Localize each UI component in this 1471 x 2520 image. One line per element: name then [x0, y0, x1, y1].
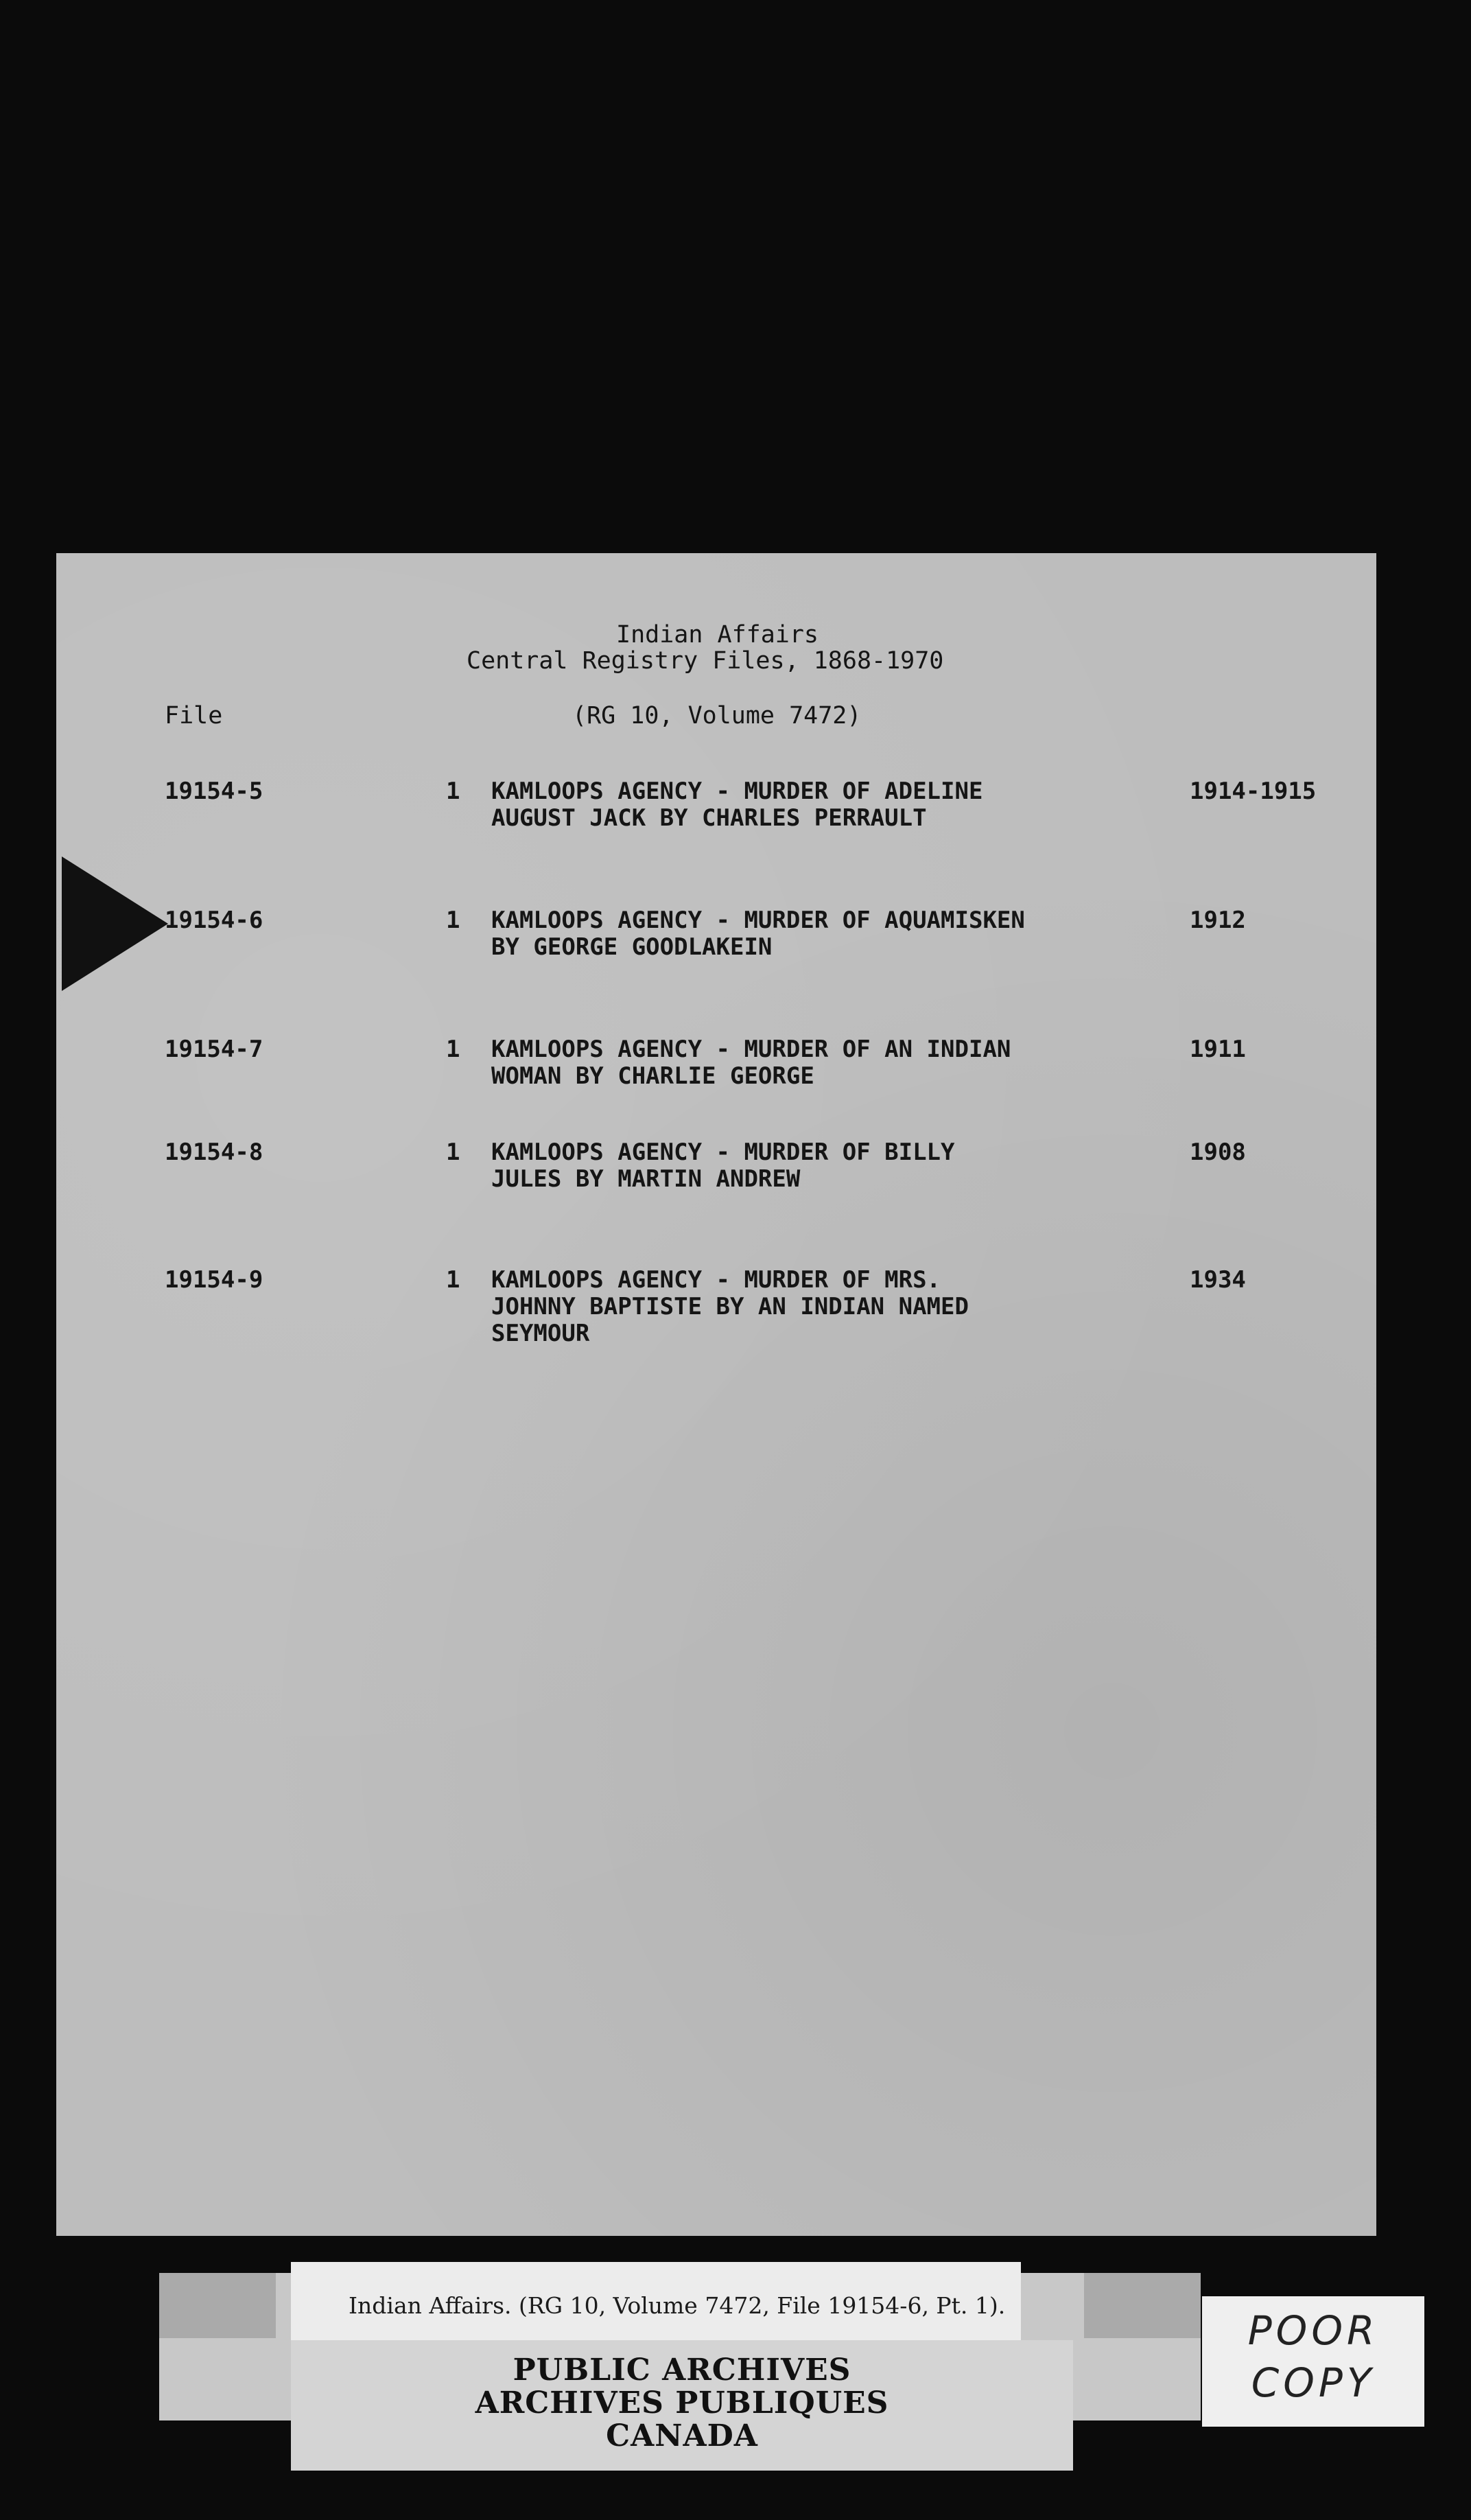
- archives-stamp: [291, 2340, 1073, 2471]
- entry-description-line: JULES BY MARTIN ANDREW: [491, 1165, 801, 1193]
- citation-label: [291, 2262, 1021, 2341]
- file-number: 19154-8: [165, 1139, 263, 1166]
- file-number: 19154-5: [165, 778, 263, 805]
- entry-description-line: KAMLOOPS AGENCY - MURDER OF ADELINE: [491, 778, 983, 805]
- citation-text: Indian Affairs. (RG 10, Volume 7472, File 19154-6, Pt. 1).: [349, 2292, 1006, 2319]
- part-number: 1: [446, 1139, 460, 1166]
- entry-description-line: SEYMOUR: [491, 1320, 590, 1347]
- entry-dates: 1934: [1190, 1266, 1246, 1294]
- entry-dates: 1912: [1190, 907, 1246, 934]
- entry-description-line: JOHNNY BAPTISTE BY AN INDIAN NAMED: [491, 1293, 969, 1320]
- entry-dates: 1911: [1190, 1036, 1246, 1063]
- part-number: 1: [446, 907, 460, 934]
- entry-description-line: WOMAN BY CHARLIE GEORGE: [491, 1062, 814, 1090]
- file-number: 19154-6: [165, 907, 263, 934]
- part-number: 1: [446, 778, 460, 805]
- entry-description-line: KAMLOOPS AGENCY - MURDER OF AN INDIAN: [491, 1036, 1011, 1063]
- part-number: 1: [446, 1266, 460, 1294]
- entry-description-line: KAMLOOPS AGENCY - MURDER OF BILLY: [491, 1139, 955, 1166]
- entry-description-line: AUGUST JACK BY CHARLES PERRAULT: [491, 804, 927, 832]
- poor-copy-note: [1202, 2296, 1424, 2427]
- note-line: POOR: [1247, 2307, 1379, 2354]
- entry-description-line: KAMLOOPS AGENCY - MURDER OF MRS.: [491, 1266, 941, 1294]
- entry-dates: 1908: [1190, 1139, 1246, 1166]
- header-subtitle: Central Registry Files, 1868-1970: [467, 647, 944, 675]
- stamp-line: CANADA: [606, 2418, 758, 2453]
- file-column-label: File: [165, 702, 223, 730]
- header-title: Indian Affairs: [616, 621, 819, 649]
- pointer-arrow-icon: [62, 856, 168, 991]
- stamp-line: PUBLIC ARCHIVES: [513, 2353, 851, 2388]
- entry-dates: 1914-1915: [1190, 778, 1317, 805]
- stamp-line: ARCHIVES PUBLIQUES: [475, 2385, 889, 2420]
- file-number: 19154-9: [165, 1266, 263, 1294]
- part-number: 1: [446, 1036, 460, 1063]
- volume-label: (RG 10, Volume 7472): [572, 702, 862, 730]
- note-line: COPY: [1251, 2359, 1376, 2406]
- entry-description-line: KAMLOOPS AGENCY - MURDER OF AQUAMISKEN: [491, 907, 1025, 934]
- file-number: 19154-7: [165, 1036, 263, 1063]
- entry-description-line: BY GEORGE GOODLAKEIN: [491, 933, 773, 961]
